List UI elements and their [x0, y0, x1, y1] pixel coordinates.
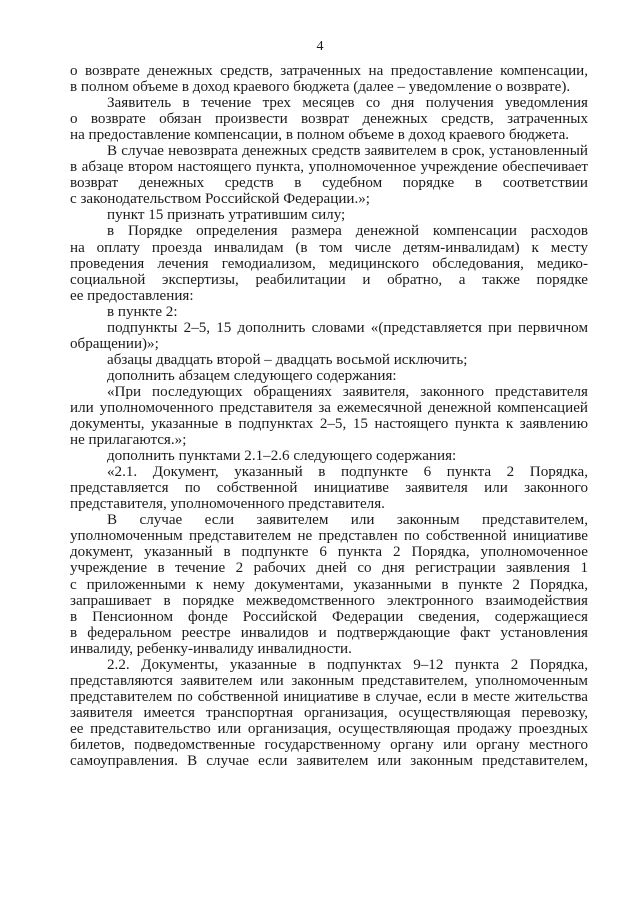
text-line: Заявитель в течение трех месяцев со дня получения уведомления — [107, 95, 588, 112]
text-line: самоуправления. В случае если заявителем или законным представителем, — [70, 753, 588, 770]
text-line: на предоставление компенсации, в полном объеме в доход краевого бюджета. — [70, 127, 570, 144]
text-line: о возврате обязан произвести возврат денежных средств, затраченных — [70, 111, 588, 128]
text-line: представляется по собственной инициативе заявителя или законного — [70, 480, 588, 497]
text-line: В случае если заявителем или законным представителем, — [107, 512, 588, 529]
text-line: в Пенсионном фонде Российской Федерации сведения, содержащиеся — [70, 608, 588, 625]
text-line: уполномоченным представителем не представлен по собственной инициативе — [70, 528, 588, 545]
text-line: возврат денежных средств в судебном порядке в соответствии — [70, 175, 588, 192]
text-line: в Порядке определения размера денежной компенсации расходов — [107, 223, 588, 240]
text-line: учреждение в течение 2 рабочих дней со дня регистрации заявления 1 — [70, 560, 588, 577]
text-line: на оплату проезда инвалидам (в том числе детям-инвалидам) к месту — [70, 239, 588, 256]
text-line: в полном объеме в доход краевого бюджета (далее – уведомление о возврате). — [70, 79, 571, 96]
text-line: или уполномоченного представителя за ежемесячной денежной компенсацией — [70, 399, 588, 416]
text-line: «2.1. Документ, указанный в подпункте 6 пункта 2 Порядка, — [107, 464, 588, 481]
text-line: в федеральном реестре инвалидов и подтверждающие факт установления — [70, 624, 588, 641]
text-line: документ, указанный в подпункте 6 пункта 2 Порядка, уполномоченное — [70, 544, 588, 561]
text-line: о возврате денежных средств, затраченных на предоставление компенсации, — [70, 63, 588, 79]
text-line: представителем по собственной инициативе в случае, если в месте жительства — [70, 688, 588, 705]
text-line: с законодательством Российской Федерации.»; — [70, 191, 370, 208]
text-line: «При последующих обращениях заявителя, законного представителя — [107, 383, 588, 400]
text-line: проведения лечения гемодиализом, медицинского обследования, медико- — [70, 255, 588, 272]
text-line: пункт 15 признать утратившим силу; — [107, 207, 346, 224]
text-line: 2.2. Документы, указанные в подпунктах 9–12 пункта 2 Порядка, — [107, 656, 588, 673]
text-line: представляются заявителем или законным представителем, уполномоченным — [70, 672, 588, 689]
text-line: абзацы двадцать второй – двадцать восьмой исключить; — [107, 351, 468, 368]
text-line: заявителя имеется транспортная организация, осуществляющая перевозку, — [70, 704, 588, 721]
text-line: документы, указанные в подпунктах 2–5, 15 настоящего пункта к заявлению — [70, 416, 588, 433]
text-line: с приложенными к нему документами, указанными в пункте 2 Порядка, — [70, 576, 588, 593]
text-line: в абзаце втором настоящего пункта, уполномоченное учреждение обеспечивает — [70, 159, 588, 176]
text-line: в пункте 2: — [107, 303, 178, 320]
text-line: обращении)»; — [70, 335, 159, 352]
text-line: билетов, подведомственные государственному органу или органу местного — [70, 736, 588, 753]
text-line: ее предоставления: — [70, 287, 194, 304]
text-line: представителя, уполномоченного представителя. — [70, 496, 385, 513]
text-line: инвалиду, ребенку-инвалиду инвалидности. — [70, 640, 352, 657]
text-line: подпункты 2–5, 15 дополнить словами «(представляется при первичном — [107, 319, 588, 336]
text-line: дополнить абзацем следующего содержания: — [107, 367, 397, 384]
text-line: социальной экспертизы, реабилитации и обратно, а также порядке — [70, 271, 588, 288]
body-text — [70, 63, 588, 769]
text-line: ее представительство или организация, осуществляющая продажу проездных — [70, 720, 588, 737]
page-number: 4 — [316, 39, 324, 54]
text-line: запрашивает в порядке межведомственного электронного взаимодействия — [70, 592, 588, 609]
text-line: В случае невозврата денежных средств заявителем в срок, установленный — [107, 143, 588, 160]
text-line: дополнить пунктами 2.1–2.6 следующего содержания: — [107, 448, 457, 465]
text-line: не прилагаются.»; — [70, 432, 187, 449]
